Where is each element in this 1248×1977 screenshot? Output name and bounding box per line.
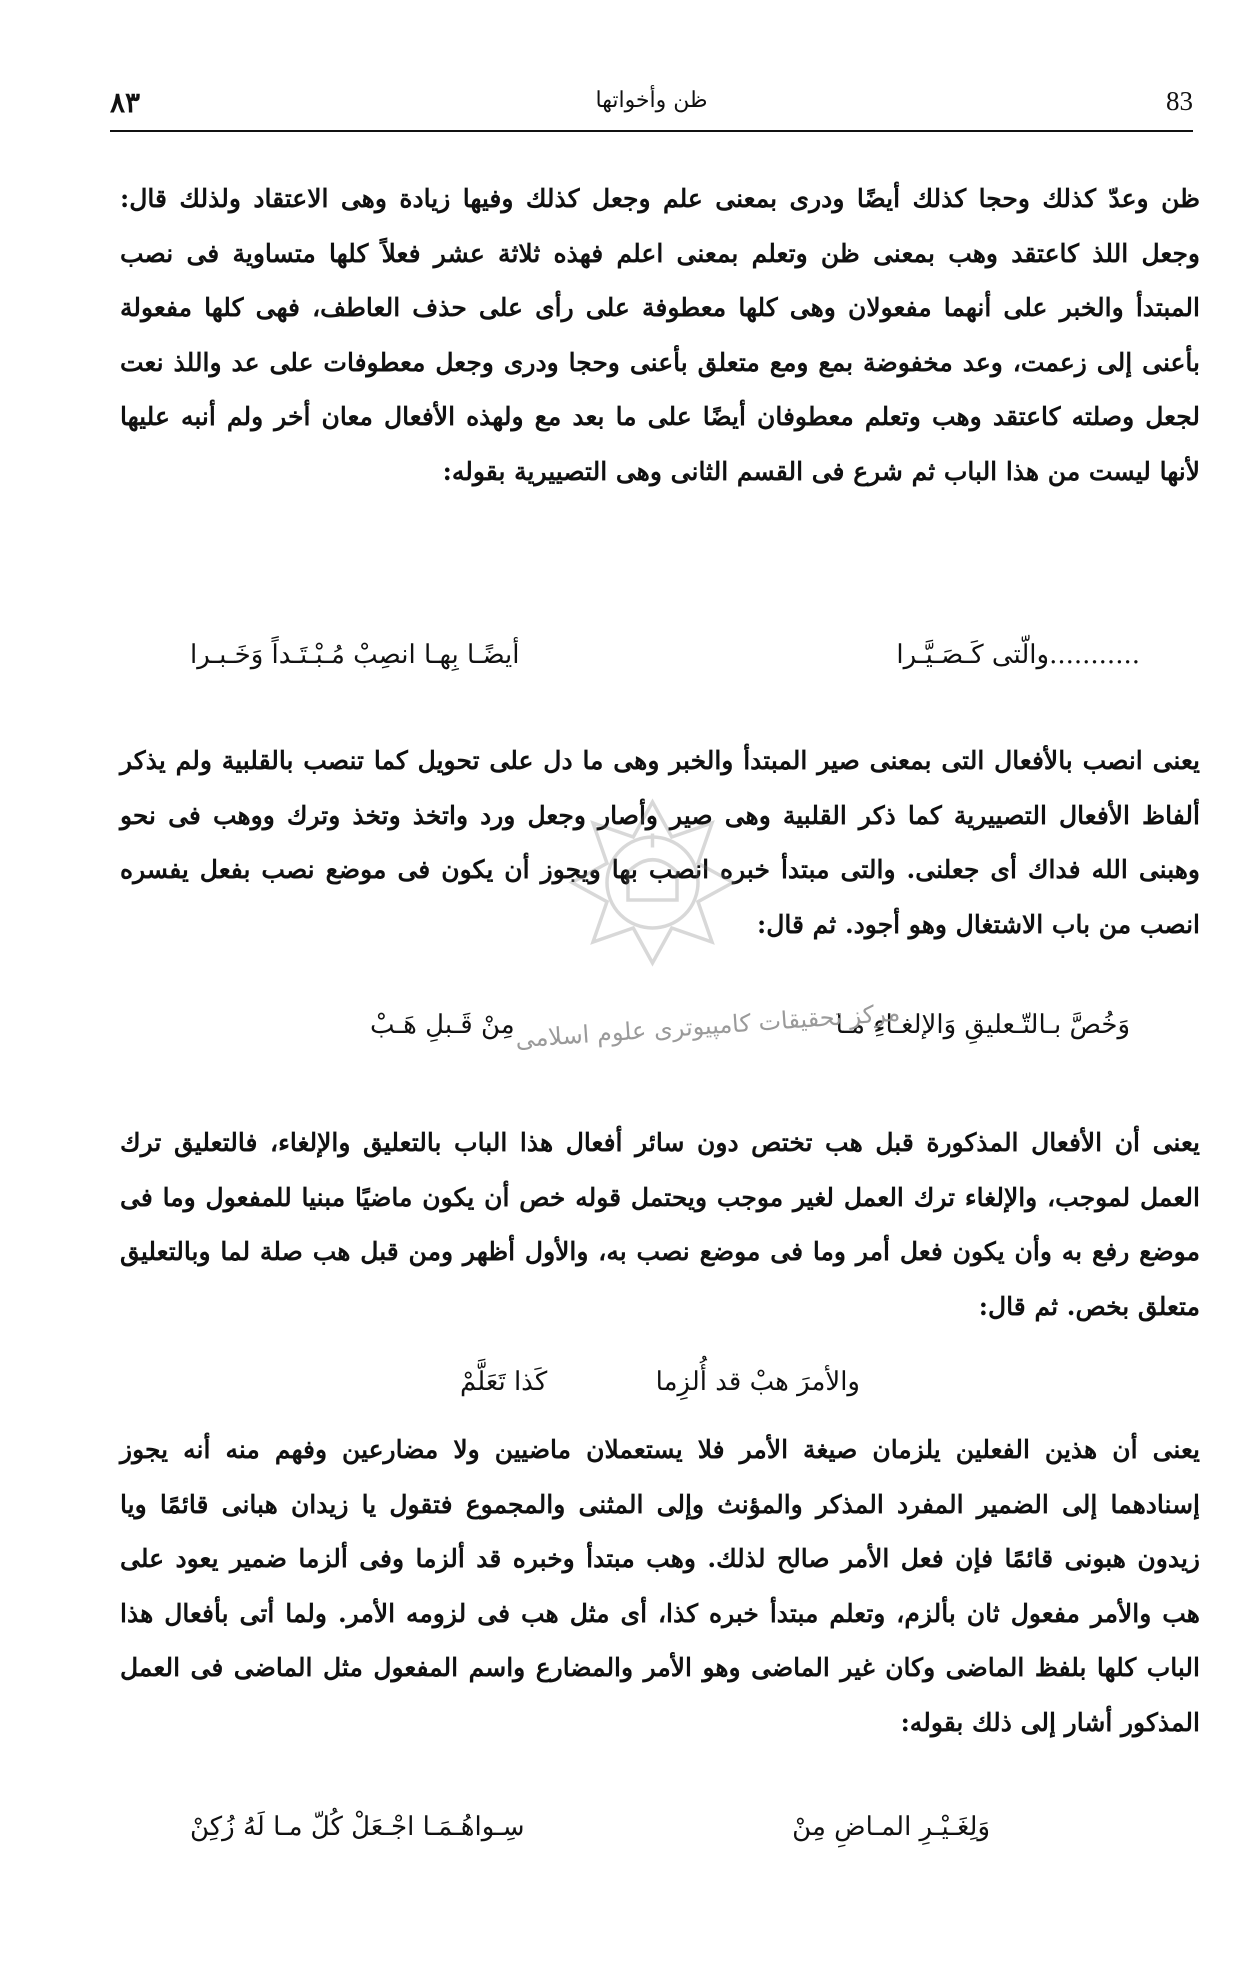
verse-1-second-hemistich: أيضًـا بِهـا انصِبْ مُـبْـتَـداً وَخَـبـرا — [190, 640, 520, 670]
paragraph-1-block — [120, 172, 1200, 499]
verse-2-first-hemistich: وَخُصَّ بـالتّـعليقِ وَالإلغـاءِ مـا — [835, 1010, 1130, 1040]
page-number-arabic: ٨٣ — [110, 86, 141, 119]
paragraph-3: يعنى أن الأفعال المذكورة قبل هب تختص دون سائر أفعال هذا الباب بالتعليق والإلغاء، فالتعليق ترك العمل لموجب، والإلغاء ترك العمل لغير موجب ويحتمل قوله خص أن يكون ماضيًا مبنيا للمفعول وما فى موضع رفع به وأن يكون فعل أمر وما فى موضع نصب به، والأول أظهر ومن قبل هب صلة لما وبالتعليق متعلق بخص. ثم قال: — [120, 1128, 1200, 1321]
page-number-latin: 83 — [1166, 86, 1193, 116]
verse-3-first-hemistich: والأمرَ هبْ قد أُلزِما — [655, 1367, 860, 1397]
verse-4-first-hemistich: وَلِغَـيْـرِ المـاضِ مِنْ — [792, 1812, 990, 1842]
verse-3-second-hemistich: كَذا تَعَلَّمْ — [460, 1367, 548, 1397]
paragraph-4: يعنى أن هذين الفعلين يلزمان صيغة الأمر فلا يستعملان ماضيين ولا مضارعين وفهم منه أنه يجوز إسنادهما إلى الضمير المفرد المذكر والمؤنث وإلى المثنى والمجموع فتقول يا زيدان هبانى قائمًا ويا زيدون هبونى قائمًا فإن فعل الأمر صالح لذلك. وهب مبتدأ وخبره قد ألزما وفى ألزما ضمير يعود على هب والأمر مفعول ثان بألزم، وتعلم مبتدأ خبره كذا، أى مثل هب فى لزومه الأمر. ولما أتى بأفعال هذا الباب كلها بلفظ الماضى وكان غير الماضى وهو الأمر والمضارع واسم المفعول مثل الماضى فى العمل المذكور أشار إلى ذلك بقوله: — [120, 1435, 1200, 1737]
verse-4 — [190, 1812, 990, 1852]
verse-2-second-hemistich: مِنْ قَـبلِ هَـبْ — [370, 1010, 515, 1040]
page-header — [110, 82, 1193, 132]
watermark-seal-icon — [565, 795, 740, 970]
paragraph-3-block — [120, 1116, 1200, 1334]
watermark-text: مركز تحقيقات كامپيوتری علوم اسلامی — [514, 998, 902, 1054]
paragraph-1: ظن وعدّ كذلك وحجا كذلك أيضًا ودرى بمعنى علم وجعل كذلك وفيها زيادة وهى الاعتقاد ولذلك قال: وجعل اللذ كاعتقد وهب بمعنى ظن وتعلم بمعنى اعلم فهذه ثلاثة عشر فعلاً كلها متساوية فى نصب المبتدأ والخبر على أنهما مفعولان وهى كلها معطوفة على رأى على حذف العاطف، فهى كلها مفعولة بأعنى إلى زعمت، وعد مخفوضة بمع ومع متعلق بأعنى وحجا ودرى وجعل معطوفات على عد واللذ نعت لجعل وصلته كاعتقد وهب وتعلم معطوفان أيضًا على ما بعد مع ولهذه الأفعال معان أخر ولم أنبه عليها لأنها ليست من هذا الباب ثم شرع فى القسم الثانى وهى التصييرية بقوله: — [120, 184, 1200, 486]
verse-1 — [190, 640, 1140, 680]
verse-4-second-hemistich: سِـواهُـمَـا اجْـعَلْ كُلّ مـا لَهُ زُكِنْ — [190, 1812, 525, 1842]
paragraph-4-block — [120, 1423, 1200, 1750]
paragraph-2: يعنى انصب بالأفعال التى بمعنى صير المبتدأ والخبر وهى ما دل على تحويل كما تنصب بالقلبية ولم يذكر ألفاظ الأفعال التصييرية كما ذكر القلبية وهى صير وأصار وجعل ورد واتخذ وتخذ وترك ووهب فى نحو وهبنى الله فداك أى جعلنى. والتى مبتدأ خبره انصب بها ويجوز أن يكون فى موضع نصب بفعل يفسره انصب من باب الاشتغال وهو أجود. ثم قال: — [120, 746, 1200, 939]
verse-3 — [460, 1367, 860, 1407]
running-title: ظن وأخواتها — [595, 88, 708, 113]
verse-1-first-hemistich: ...........والّتى كَـصَـيَّـرا — [896, 640, 1140, 670]
